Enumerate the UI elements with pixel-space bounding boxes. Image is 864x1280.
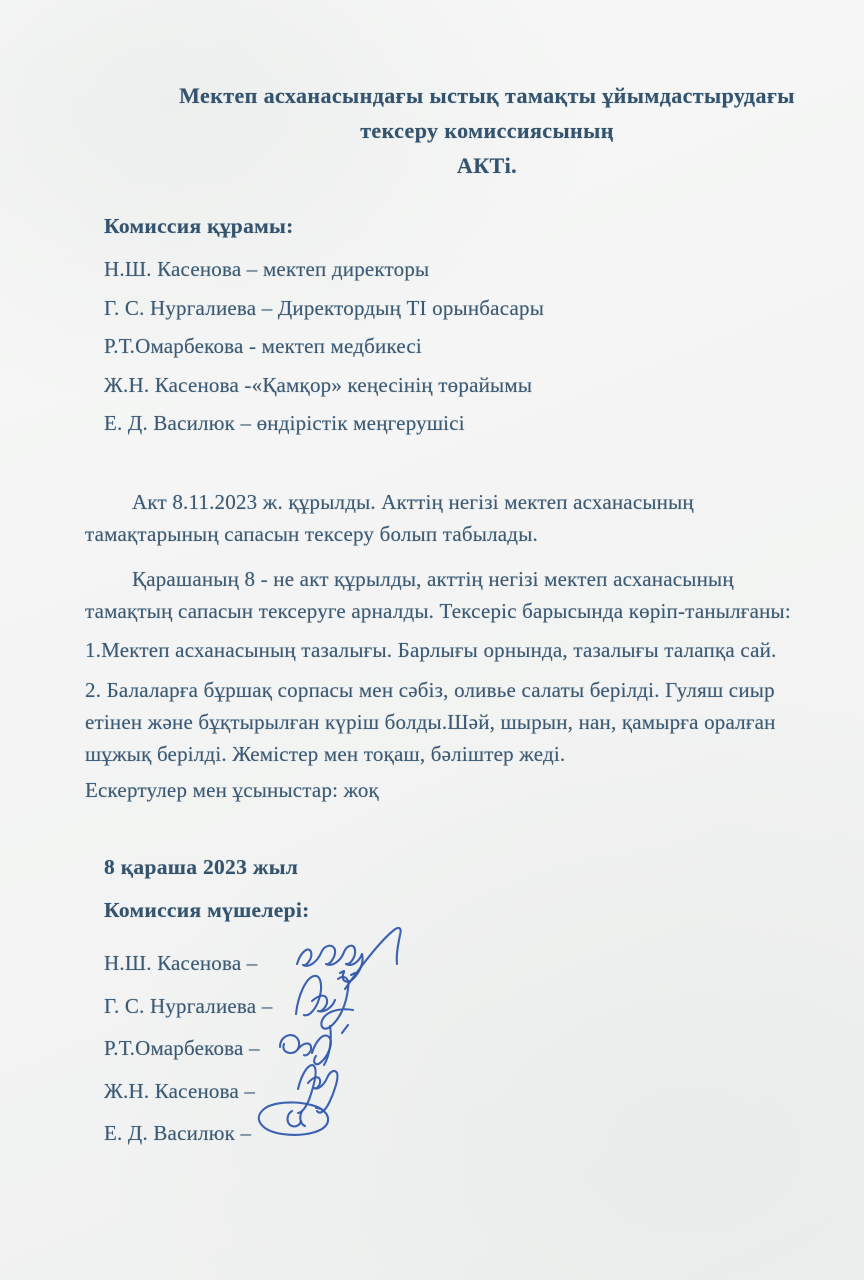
signature-name-line: Р.Т.Омарбекова – bbox=[104, 1036, 260, 1060]
paragraph-line: 2. Балаларға бұршақ сорпасы мен сәбіз, оливье салаты берілді. Гуляш сиыр bbox=[85, 678, 775, 702]
paragraph-line: етінен және бұқтырылған күріш болды.Шәй, шырын, нан, қамырға оралған bbox=[85, 710, 776, 734]
document-title bbox=[128, 78, 846, 183]
title-line: тексеру комиссиясының bbox=[360, 118, 614, 143]
act-basis-paragraph bbox=[85, 486, 839, 550]
commission-composition-heading: Комиссия құрамы: bbox=[104, 214, 294, 238]
signature-name-line: Г. С. Нургалиева – bbox=[104, 993, 273, 1018]
finding-2 bbox=[85, 674, 839, 770]
paragraph-line: шұжық берілді. Жемістер мен тоқаш, бәліштер жеді. bbox=[85, 742, 566, 766]
signature-name-line: Ж.Н. Касенова – bbox=[104, 1078, 256, 1103]
signature-name-line: Е. Д. Василюк – bbox=[104, 1121, 252, 1145]
signature-lines bbox=[104, 942, 272, 1155]
member-line: Р.Т.Омарбекова - мектеп медбикесі bbox=[104, 334, 422, 358]
commission-members-list bbox=[104, 250, 544, 443]
finding-1 bbox=[85, 634, 839, 666]
title-line: АКТі. bbox=[456, 153, 518, 178]
remarks-line: Ескертулер мен ұсыныстар: жоқ bbox=[85, 778, 379, 802]
paragraph-line: Акт 8.11.2023 ж. құрылды. Акттің негізі мектеп асханасының bbox=[132, 490, 694, 514]
document-date: 8 қараша 2023 жыл bbox=[104, 855, 299, 879]
paragraph-line: Қарашаның 8 - не акт құрылды, акттің негізі мектеп асханасының bbox=[132, 567, 734, 591]
commission-signers-heading: Комиссия мүшелері: bbox=[104, 898, 310, 922]
paragraph-line: 1.Мектеп асханасының тазалығы. Барлығы орнында, тазалығы талапқа сай. bbox=[85, 638, 777, 662]
inspection-purpose-paragraph bbox=[85, 563, 839, 627]
title-line: Мектеп асханасындағы ыстық тамақты ұйымдастырудағы bbox=[179, 83, 795, 108]
signature-name-line: Н.Ш. Касенова – bbox=[104, 951, 258, 975]
member-line: Н.Ш. Касенова – мектеп директоры bbox=[104, 257, 430, 281]
member-line: Г. С. Нургалиева – Директордың ТІ орынбасары bbox=[104, 295, 545, 320]
paragraph-line: тамақтарының сапасын тексеру болып табылады. bbox=[85, 522, 538, 546]
member-line: Е. Д. Василюк – өндірістік меңгерушісі bbox=[104, 411, 465, 435]
paragraph-line: тамақтың сапасын тексеруге арналды. Тексеріс барысында көріп-танылғаны: bbox=[85, 599, 791, 623]
signature-ink-vasilyuk-ed bbox=[254, 1098, 334, 1144]
member-line: Ж.Н. Касенова -«Қамқор» кеңесінің төрайымы bbox=[104, 372, 533, 397]
